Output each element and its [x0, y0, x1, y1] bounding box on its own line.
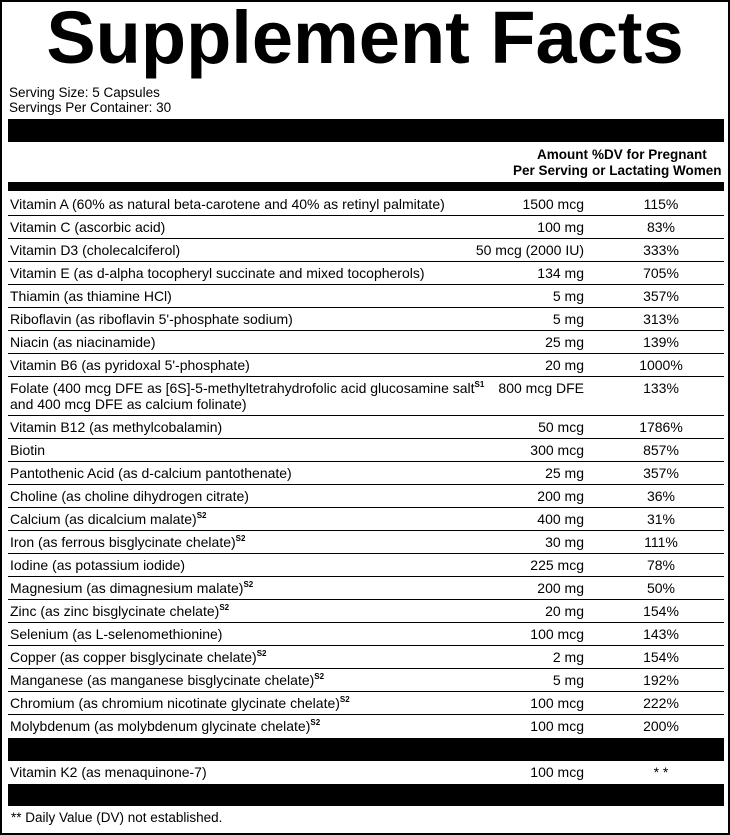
nutrient-name [10, 511, 207, 527]
nutrient-amount: 50 mcg (2000 IU) [475, 242, 584, 258]
nutrient-name [10, 626, 222, 642]
nutrient-name [10, 465, 292, 481]
nutrient-row [8, 715, 724, 738]
nutrient-row [8, 416, 724, 439]
nutrient-name-text: Folate (400 mcg DFE as [6S]-5-methyltetrahydrofolic acid glucosamine salt [10, 380, 475, 396]
nutrient-row [8, 354, 724, 377]
nutrient-name [10, 288, 172, 304]
nutrient-name [10, 695, 350, 711]
nutrient-row [8, 646, 724, 669]
nutrient-name-text: Niacin (as niacinamide) [10, 334, 156, 350]
nutrient-daily-value: 78% [646, 557, 676, 573]
nutrient-name-text: Iodine (as potassium iodide) [10, 557, 186, 573]
nutrient-name-text: Molybdenum (as molybdenum glycinate chelate) [10, 718, 311, 734]
nutrient-row [8, 485, 724, 508]
source-footnote-marker: S2 [243, 580, 254, 589]
nutrient-name-text: Vitamin E (as d-alpha tocopheryl succinate and mixed tocopherols) [10, 265, 425, 281]
nutrient-name-text: Calcium (as dicalcium malate) [10, 511, 197, 527]
nutrient-name-text: Riboflavin (as riboflavin 5'-phosphate sodium) [10, 311, 293, 327]
nutrient-daily-value: 31% [646, 511, 676, 527]
nutrient-amount: 30 mg [545, 534, 584, 550]
bottom-thick-divider [8, 784, 724, 806]
nutrient-amount: 20 mg [545, 603, 584, 619]
nutrient-name [10, 718, 320, 734]
nutrient-daily-value: 857% [643, 442, 679, 458]
nutrient-amount: 800 mcg DFE [498, 380, 584, 396]
nutrient-name [10, 672, 324, 688]
nutrient-name-text: Biotin [10, 442, 46, 458]
nutrient-amount: 1500 mcg [522, 196, 584, 212]
nutrient-name-text: Vitamin B6 (as pyridoxal 5'-phosphate) [10, 357, 250, 373]
nutrient-name-text: Vitamin B12 (as methylcobalamin) [10, 419, 223, 435]
nutrient-name [10, 196, 445, 212]
nutrient-name [10, 334, 156, 350]
source-footnote-marker: S2 [219, 603, 230, 612]
nutrient-name-text: Vitamin K2 (as menaquinone-7) [10, 764, 207, 780]
panel-title: Supplement Facts [46, 0, 684, 79]
nutrient-daily-value: 139% [643, 334, 679, 350]
nutrient-amount: 5 mg [552, 288, 584, 304]
nutrient-daily-value: 143% [643, 626, 679, 642]
nutrient-row [8, 577, 724, 600]
nutrient-daily-value: 83% [646, 219, 676, 235]
nutrient-amount: 100 mcg [530, 626, 584, 642]
nutrient-row [8, 554, 724, 577]
nutrient-daily-value: 115% [643, 196, 679, 212]
nutrient-daily-value: 133% [643, 380, 679, 396]
middle-thick-divider [8, 738, 724, 761]
nutrient-daily-value: 357% [643, 288, 679, 304]
nutrient-name-text: Magnesium (as dimagnesium malate) [10, 580, 244, 596]
nutrient-row [8, 692, 724, 715]
nutrient-name-text: Selenium (as L-selenomethionine) [10, 626, 223, 642]
nutrient-name [10, 265, 425, 281]
nutrient-amount: 20 mg [545, 357, 584, 373]
nutrient-amount: 200 mg [537, 488, 584, 504]
amount-column-header [513, 147, 588, 179]
nutrient-daily-value: 36% [646, 488, 676, 504]
nutrient-daily-value: 333% [643, 242, 679, 258]
nutrient-row [8, 193, 724, 216]
amount-header-line1: Amount [537, 147, 588, 162]
nutrient-amount: 225 mcg [530, 557, 584, 573]
nutrient-daily-value: 1786% [639, 419, 683, 435]
nutrient-amount: 100 mg [537, 219, 584, 235]
nutrient-name [10, 534, 245, 550]
nutrient-amount: 100 mcg [530, 718, 584, 734]
nutrient-name-text: Iron (as ferrous bisglycinate chelate) [10, 534, 236, 550]
serving-size: Serving Size: 5 Capsules [9, 85, 160, 100]
nutrient-amount: 100 mcg [530, 764, 584, 780]
nutrient-name-text: Manganese (as manganese bisglycinate chelate) [10, 672, 315, 688]
nutrient-amount: 25 mg [545, 465, 584, 481]
nutrient-amount: 134 mg [537, 265, 584, 281]
nutrient-name [10, 219, 165, 235]
source-footnote-marker: S2 [196, 511, 207, 520]
dv-header-line2: or Lactating Women [592, 163, 722, 178]
nutrient-amount: 5 mg [552, 311, 584, 327]
nutrient-amount: 100 mcg [530, 695, 584, 711]
nutrient-row [8, 439, 724, 462]
nutrient-row [8, 377, 724, 416]
top-thick-divider [8, 119, 724, 142]
nutrient-name [10, 764, 207, 780]
nutrient-amount: 5 mg [552, 672, 584, 688]
nutrient-name-text: Thiamin (as thiamine HCl) [10, 288, 172, 304]
source-footnote-marker: S2 [235, 534, 246, 543]
nutrient-name-text: Vitamin C (ascorbic acid) [10, 219, 166, 235]
servings-per-container: Servings Per Container: 30 [9, 100, 172, 115]
nutrient-name [10, 580, 253, 596]
nutrient-row [8, 508, 724, 531]
nutrient-daily-value: 705% [643, 265, 679, 281]
nutrient-name-text: Zinc (as zinc bisglycinate chelate) [10, 603, 220, 619]
nutrient-daily-value: 192% [643, 672, 679, 688]
header-thick-divider [8, 182, 724, 191]
nutrient-name [10, 419, 222, 435]
nutrient-row [8, 239, 724, 262]
nutrient-name-text: Vitamin A (60% as natural beta-carotene and 40% as retinyl palmitate) [10, 196, 445, 212]
nutrient-daily-value: * * [653, 764, 669, 780]
nutrient-name [10, 311, 293, 327]
nutrient-amount: 50 mcg [538, 419, 584, 435]
dv-header-line1: %DV for Pregnant [592, 147, 707, 162]
nutrient-daily-value: 154% [643, 649, 679, 665]
nutrient-row [8, 462, 724, 485]
nutrient-row [8, 761, 724, 784]
daily-value-footnote: ** Daily Value (DV) not established. [11, 810, 223, 825]
nutrient-daily-value: 357% [643, 465, 679, 481]
dv-column-header [592, 147, 722, 179]
nutrient-row [8, 600, 724, 623]
nutrient-name [10, 649, 267, 665]
nutrient-name-text: Copper (as copper bisglycinate chelate) [10, 649, 257, 665]
nutrient-daily-value: 200% [643, 718, 679, 734]
source-footnote-marker: S2 [339, 695, 350, 704]
nutrient-name [10, 603, 229, 619]
nutrient-amount: 400 mg [537, 511, 584, 527]
nutrient-row [8, 669, 724, 692]
source-footnote-marker: S2 [256, 649, 267, 658]
nutrient-amount: 25 mg [545, 334, 584, 350]
nutrient-amount: 2 mg [552, 649, 584, 665]
nutrient-name [10, 242, 180, 258]
nutrient-daily-value: 154% [643, 603, 679, 619]
nutrient-amount: 200 mg [537, 580, 584, 596]
nutrient-name-line2: and 400 mcg DFE as calcium folinate) [10, 396, 247, 412]
nutrient-daily-value: 1000% [639, 357, 683, 373]
nutrient-name [10, 488, 249, 504]
nutrient-row [8, 262, 724, 285]
nutrient-row [8, 216, 724, 239]
nutrient-name [10, 557, 185, 573]
nutrient-row [8, 623, 724, 646]
source-footnote-marker: S1 [474, 380, 485, 389]
source-footnote-marker: S2 [310, 718, 321, 727]
nutrient-name [10, 442, 45, 458]
nutrient-daily-value: 111% [644, 534, 678, 550]
nutrient-name-text: Choline (as choline dihydrogen citrate) [10, 488, 249, 504]
nutrient-daily-value: 313% [643, 311, 679, 327]
nutrient-name-text: Chromium (as chromium nicotinate glycinate chelate) [10, 695, 340, 711]
source-footnote-marker: S2 [314, 672, 325, 681]
nutrient-row [8, 285, 724, 308]
amount-header-line2: Per Serving [512, 163, 588, 178]
nutrient-name-text: Pantothenic Acid (as d-calcium pantothenate) [10, 465, 292, 481]
nutrient-name [10, 357, 250, 373]
nutrient-name [10, 380, 484, 396]
nutrient-row [8, 531, 724, 554]
nutrient-daily-value: 50% [646, 580, 676, 596]
nutrient-daily-value: 222% [643, 695, 679, 711]
nutrient-row [8, 308, 724, 331]
nutrient-amount: 300 mcg [530, 442, 584, 458]
nutrient-row [8, 331, 724, 354]
nutrient-name-text: Vitamin D3 (cholecalciferol) [10, 242, 181, 258]
